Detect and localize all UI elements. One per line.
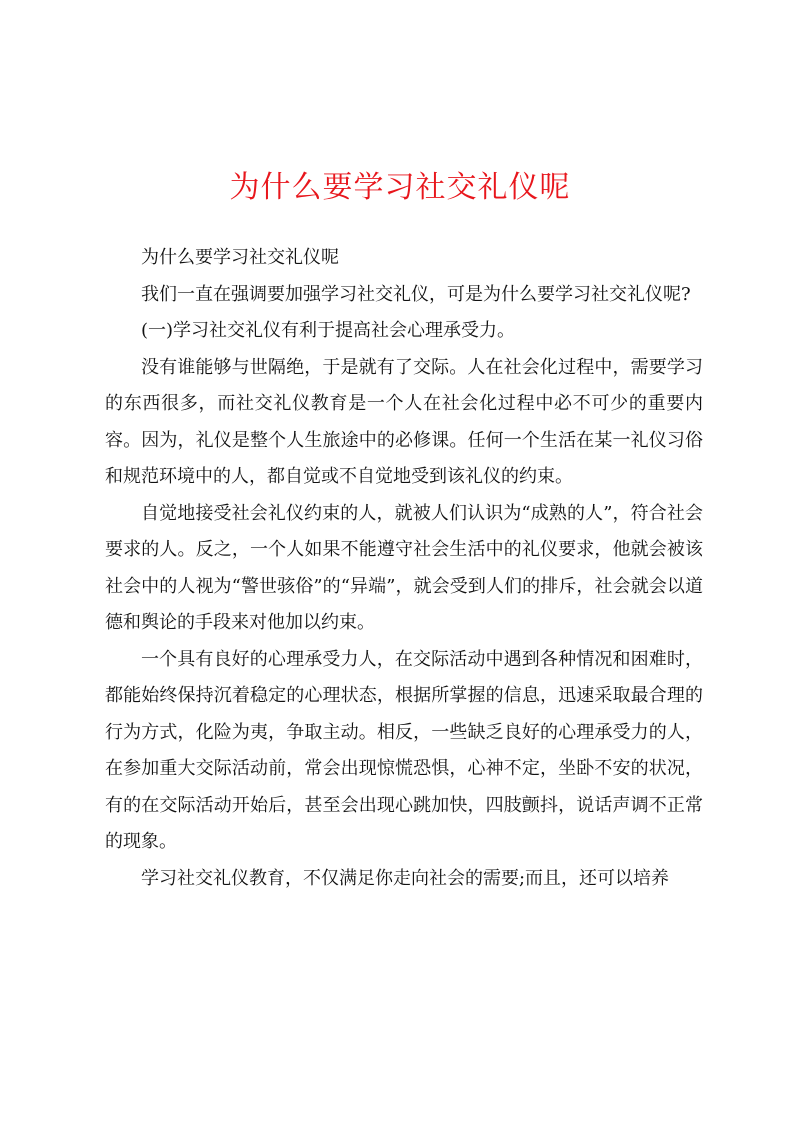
paragraph-body: 没有谁能够与世隔绝，于是就有了交际。人在社会化过程中，需要学习的东西很多，而社交礼仪教育是一个人在社会化过程中必不可少的重要内容。因为，礼仪是整个人生旅途中的必修课。任何一个生活在某一礼仪习俗和规范环境中的人，都自觉或不自觉地受到该礼仪的约束。 [105, 356, 703, 487]
paragraph-subtitle: 为什么要学习社交礼仪呢 [141, 247, 339, 268]
paragraph-body: 学习社交礼仪教育，不仅满足你走向社会的需要;而且，还可以培养 [141, 867, 670, 889]
paragraph-body: 自觉地接受社会礼仪约束的人，就被人们认识为“成熟的人”，符合社会要求的人。反之，一个人如果不能遵守社会生活中的礼仪要求，他就会被该社会中的人视为“警世骇俗”的“异端”，就会受到人们的排斥，社会就会以道德和舆论的手段来对他加以约束。 [105, 502, 703, 633]
paragraph-section-heading: (一)学习社交礼仪有利于提高社会心理承受力。 [141, 320, 516, 341]
document-title: 为什么要学习社交礼仪呢 [229, 170, 571, 205]
paragraph-intro-question: 我们一直在强调要加强学习社交礼仪，可是为什么要学习社交礼仪呢? [141, 283, 691, 305]
paragraph-body: 一个具有良好的心理承受力人，在交际活动中遇到各种情况和困难时，都能始终保持沉着稳定的心理状态，根据所掌握的信息，迅速采取最合理的行为方式，化险为夷，争取主动。相反，一些缺乏良好的心理承受力的人，在参加重大交际活动前，常会出现惊慌恐惧，心神不定，坐卧不安的状况，有的在交际活动开始后，甚至会出现心跳加快，四肢颤抖，说话声调不正常的现象。 [105, 648, 703, 852]
document-body [105, 240, 703, 897]
